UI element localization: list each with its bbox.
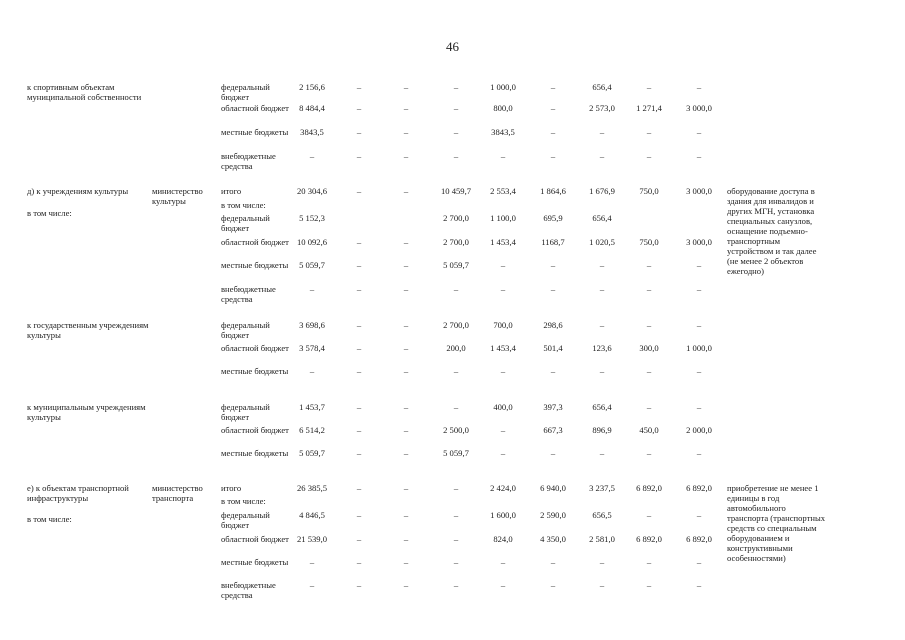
- value-cell: 700,0: [493, 320, 513, 330]
- section-name: д) к учреждениям культуры: [27, 186, 129, 196]
- budget-type-label: областной бюджет: [221, 425, 289, 435]
- value-cell: 750,0: [639, 237, 659, 247]
- value-cell: –: [696, 366, 702, 376]
- measure-description: приобретение не менее 1 единицы в год автомобильного транспорта (транспортных средств со специальным оборудованием и конструктивными особенностями): [727, 483, 826, 563]
- budget-type-label: федеральный бюджет: [221, 402, 270, 422]
- value-cell: 400,0: [493, 402, 513, 412]
- budget-type-label: областной бюджет: [221, 103, 289, 113]
- value-cell: –: [550, 82, 556, 92]
- value-cell: 2 424,0: [490, 483, 516, 493]
- value-cell: –: [356, 580, 362, 590]
- value-cell: –: [646, 260, 652, 270]
- value-cell: –: [550, 103, 556, 113]
- value-cell: –: [403, 127, 409, 137]
- value-cell: –: [453, 534, 459, 544]
- budget-type-label: местные бюджеты: [221, 557, 289, 567]
- value-cell: 1168,7: [541, 237, 565, 247]
- value-cell: –: [696, 448, 702, 458]
- value-cell: –: [403, 425, 409, 435]
- budget-type-label: местные бюджеты: [221, 448, 289, 458]
- value-cell: 21 539,0: [296, 534, 328, 544]
- value-cell: 10 092,6: [296, 237, 328, 247]
- value-cell: 6 892,0: [636, 534, 662, 544]
- value-cell: –: [696, 284, 702, 294]
- value-cell: –: [403, 260, 409, 270]
- value-cell: –: [453, 557, 459, 567]
- value-cell: –: [403, 82, 409, 92]
- value-cell: 656,5: [592, 510, 612, 520]
- value-cell: –: [696, 151, 702, 161]
- value-cell: 2 700,0: [443, 237, 469, 247]
- value-cell: –: [403, 557, 409, 567]
- value-cell: –: [453, 483, 459, 493]
- value-cell: –: [403, 448, 409, 458]
- measure-description: оборудование доступа в здания для инвалидов и других МГН, установка специальных санузлов, оснащение подъемно-транспортным устройством и так далее (не менее 2 объектов ежегодно): [727, 186, 817, 276]
- section-name: к спортивным объектам муниципальной собственности: [27, 82, 142, 102]
- value-cell: –: [646, 127, 652, 137]
- value-cell: 824,0: [493, 534, 513, 544]
- value-cell: –: [403, 534, 409, 544]
- value-cell: –: [356, 557, 362, 567]
- value-cell: –: [500, 448, 506, 458]
- budget-type-label: итого: [221, 186, 242, 196]
- value-cell: 667,3: [543, 425, 563, 435]
- value-cell: 26 385,5: [296, 483, 328, 493]
- value-cell: –: [599, 151, 605, 161]
- value-cell: –: [356, 402, 362, 412]
- value-cell: 896,9: [592, 425, 612, 435]
- value-cell: –: [646, 402, 652, 412]
- value-cell: –: [356, 82, 362, 92]
- value-cell: –: [356, 284, 362, 294]
- value-cell: –: [646, 557, 652, 567]
- value-cell: –: [599, 580, 605, 590]
- budget-type-label: областной бюджет: [221, 237, 289, 247]
- value-cell: –: [356, 483, 362, 493]
- value-cell: 656,4: [592, 213, 612, 223]
- value-cell: –: [356, 237, 362, 247]
- value-cell: –: [646, 366, 652, 376]
- value-cell: 200,0: [446, 343, 466, 353]
- value-cell: –: [356, 425, 362, 435]
- value-cell: 1 600,0: [490, 510, 516, 520]
- budget-type-label: в том числе:: [221, 200, 266, 210]
- value-cell: –: [599, 127, 605, 137]
- section-name: е) к объектам транспортной инфраструктуры: [27, 483, 129, 503]
- value-cell: 3 237,5: [589, 483, 615, 493]
- value-cell: –: [599, 320, 605, 330]
- value-cell: –: [550, 151, 556, 161]
- value-cell: –: [696, 82, 702, 92]
- value-cell: 6 940,0: [540, 483, 566, 493]
- value-cell: 8 484,4: [299, 103, 325, 113]
- value-cell: –: [599, 448, 605, 458]
- value-cell: –: [599, 366, 605, 376]
- value-cell: –: [403, 103, 409, 113]
- value-cell: 2 581,0: [589, 534, 615, 544]
- value-cell: 3 000,0: [686, 103, 712, 113]
- value-cell: 656,4: [592, 402, 612, 412]
- value-cell: 2 156,6: [299, 82, 325, 92]
- value-cell: 4 350,0: [540, 534, 566, 544]
- budget-type-label: внебюджетные средства: [221, 580, 276, 600]
- value-cell: –: [356, 534, 362, 544]
- page-number: 46: [446, 39, 459, 54]
- value-cell: –: [403, 580, 409, 590]
- value-cell: 123,6: [592, 343, 612, 353]
- value-cell: –: [550, 260, 556, 270]
- value-cell: –: [500, 284, 506, 294]
- value-cell: 2 500,0: [443, 425, 469, 435]
- value-cell: –: [646, 320, 652, 330]
- value-cell: 6 892,0: [686, 534, 712, 544]
- budget-type-label: итого: [221, 483, 242, 493]
- budget-type-label: федеральный бюджет: [221, 510, 270, 530]
- value-cell: 5 059,7: [443, 260, 469, 270]
- value-cell: –: [599, 284, 605, 294]
- value-cell: 3 698,6: [299, 320, 325, 330]
- value-cell: –: [453, 151, 459, 161]
- value-cell: –: [309, 284, 315, 294]
- responsible-ministry: министерство культуры: [152, 186, 203, 206]
- value-cell: 10 459,7: [440, 186, 472, 196]
- value-cell: –: [309, 151, 315, 161]
- budget-type-label: местные бюджеты: [221, 260, 289, 270]
- value-cell: 1 000,0: [490, 82, 516, 92]
- value-cell: 300,0: [639, 343, 659, 353]
- value-cell: 5 059,7: [299, 448, 325, 458]
- value-cell: –: [696, 127, 702, 137]
- value-cell: –: [550, 127, 556, 137]
- value-cell: 6 514,2: [299, 425, 325, 435]
- value-cell: 1 864,6: [540, 186, 566, 196]
- value-cell: –: [403, 483, 409, 493]
- budget-type-label: местные бюджеты: [221, 366, 289, 376]
- responsible-ministry: министерство транспорта: [152, 483, 203, 503]
- value-cell: –: [403, 284, 409, 294]
- value-cell: 3843,5: [491, 127, 515, 137]
- value-cell: –: [500, 151, 506, 161]
- value-cell: –: [356, 103, 362, 113]
- value-cell: –: [646, 151, 652, 161]
- value-cell: 20 304,6: [296, 186, 328, 196]
- budget-type-label: внебюджетные средства: [221, 151, 276, 171]
- value-cell: 6 892,0: [636, 483, 662, 493]
- value-cell: 1 453,4: [490, 237, 516, 247]
- value-cell: 3 000,0: [686, 186, 712, 196]
- value-cell: –: [309, 366, 315, 376]
- value-cell: 695,9: [543, 213, 563, 223]
- value-cell: –: [696, 260, 702, 270]
- value-cell: –: [403, 151, 409, 161]
- value-cell: 1 453,4: [490, 343, 516, 353]
- value-cell: –: [356, 186, 362, 196]
- value-cell: –: [403, 186, 409, 196]
- value-cell: –: [356, 343, 362, 353]
- value-cell: 1 020,5: [589, 237, 615, 247]
- budget-type-label: федеральный бюджет: [221, 320, 270, 340]
- value-cell: 656,4: [592, 82, 612, 92]
- budget-type-label: внебюджетные средства: [221, 284, 276, 304]
- value-cell: –: [453, 127, 459, 137]
- value-cell: 298,6: [543, 320, 563, 330]
- value-cell: –: [696, 580, 702, 590]
- value-cell: –: [403, 402, 409, 412]
- value-cell: 800,0: [493, 103, 513, 113]
- value-cell: –: [646, 580, 652, 590]
- value-cell: –: [453, 82, 459, 92]
- value-cell: 1 100,0: [490, 213, 516, 223]
- budget-type-label: в том числе:: [221, 496, 266, 506]
- value-cell: –: [500, 425, 506, 435]
- value-cell: 6 892,0: [686, 483, 712, 493]
- value-cell: –: [403, 320, 409, 330]
- budget-type-label: федеральный бюджет: [221, 213, 270, 233]
- value-cell: 2 553,4: [490, 186, 516, 196]
- value-cell: –: [453, 510, 459, 520]
- value-cell: –: [403, 343, 409, 353]
- value-cell: 5 059,7: [443, 448, 469, 458]
- value-cell: 2 700,0: [443, 213, 469, 223]
- value-cell: –: [550, 580, 556, 590]
- budget-type-label: федеральный бюджет: [221, 82, 270, 102]
- value-cell: 1 000,0: [686, 343, 712, 353]
- value-cell: 3 578,4: [299, 343, 325, 353]
- value-cell: –: [500, 580, 506, 590]
- value-cell: 4 846,5: [299, 510, 325, 520]
- value-cell: 2 573,0: [589, 103, 615, 113]
- section-name: к муниципальным учреждениям культуры: [27, 402, 146, 422]
- value-cell: –: [500, 260, 506, 270]
- value-cell: –: [403, 237, 409, 247]
- section-subnote: в том числе:: [27, 514, 72, 524]
- value-cell: –: [356, 510, 362, 520]
- value-cell: –: [696, 510, 702, 520]
- value-cell: –: [356, 127, 362, 137]
- value-cell: –: [599, 557, 605, 567]
- value-cell: –: [453, 580, 459, 590]
- value-cell: 3 000,0: [686, 237, 712, 247]
- value-cell: 2 700,0: [443, 320, 469, 330]
- value-cell: –: [356, 260, 362, 270]
- value-cell: 1 676,9: [589, 186, 615, 196]
- value-cell: –: [500, 366, 506, 376]
- value-cell: –: [309, 580, 315, 590]
- value-cell: –: [646, 82, 652, 92]
- value-cell: 501,4: [543, 343, 563, 353]
- value-cell: –: [453, 402, 459, 412]
- value-cell: –: [356, 448, 362, 458]
- value-cell: 750,0: [639, 186, 659, 196]
- section-subnote: в том числе:: [27, 208, 72, 218]
- value-cell: –: [403, 366, 409, 376]
- budget-type-label: областной бюджет: [221, 534, 289, 544]
- budget-type-label: областной бюджет: [221, 343, 289, 353]
- value-cell: –: [356, 320, 362, 330]
- value-cell: –: [599, 260, 605, 270]
- value-cell: –: [403, 510, 409, 520]
- value-cell: 2 000,0: [686, 425, 712, 435]
- value-cell: –: [500, 557, 506, 567]
- section-name: к государственным учреждениям культуры: [27, 320, 149, 340]
- value-cell: –: [550, 557, 556, 567]
- value-cell: 450,0: [639, 425, 659, 435]
- value-cell: –: [550, 366, 556, 376]
- budget-type-label: местные бюджеты: [221, 127, 289, 137]
- value-cell: –: [550, 448, 556, 458]
- value-cell: –: [356, 366, 362, 376]
- value-cell: 397,3: [543, 402, 563, 412]
- value-cell: –: [356, 151, 362, 161]
- value-cell: 1 271,4: [636, 103, 662, 113]
- value-cell: –: [646, 284, 652, 294]
- value-cell: –: [550, 284, 556, 294]
- value-cell: –: [453, 366, 459, 376]
- value-cell: –: [696, 402, 702, 412]
- value-cell: –: [646, 448, 652, 458]
- value-cell: –: [646, 510, 652, 520]
- value-cell: –: [453, 103, 459, 113]
- value-cell: –: [309, 557, 315, 567]
- value-cell: 5 152,3: [299, 213, 325, 223]
- value-cell: 3843,5: [300, 127, 324, 137]
- value-cell: 5 059,7: [299, 260, 325, 270]
- value-cell: –: [696, 557, 702, 567]
- value-cell: 1 453,7: [299, 402, 325, 412]
- value-cell: –: [696, 320, 702, 330]
- value-cell: –: [453, 284, 459, 294]
- value-cell: 2 590,0: [540, 510, 566, 520]
